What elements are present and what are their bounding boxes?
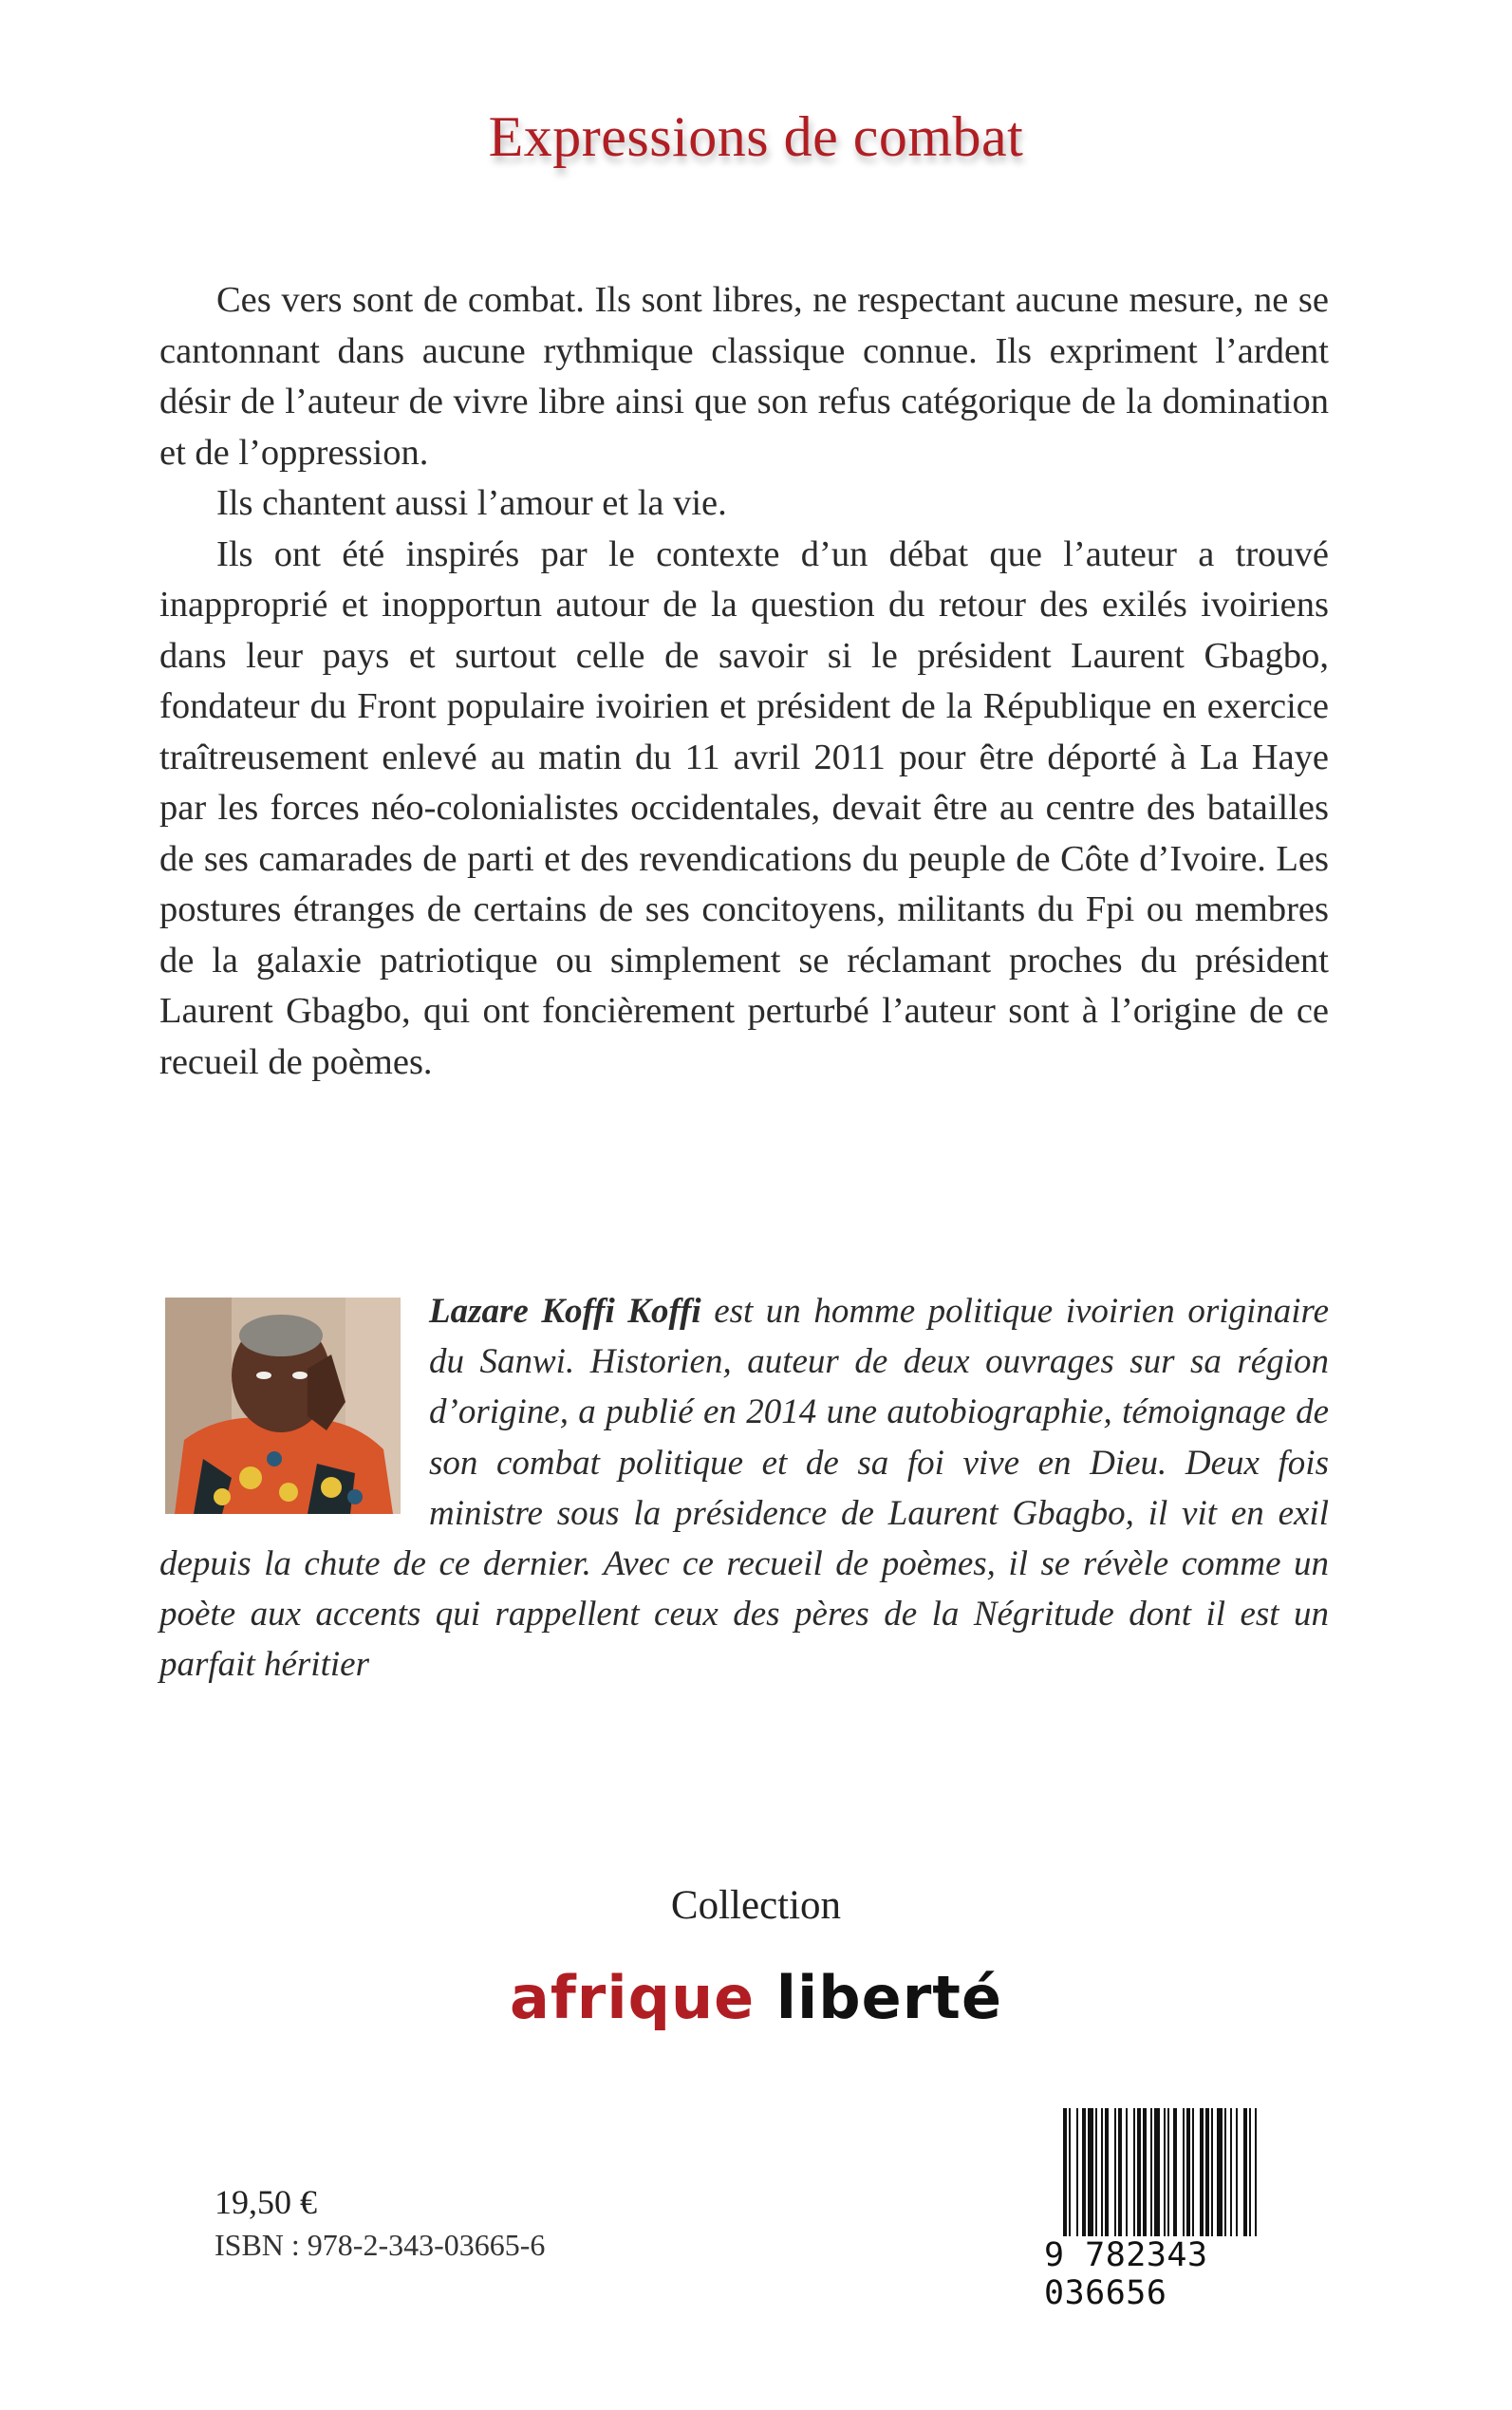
blurb-paragraph: Ils ont été inspirés par le contexte d’un débat que l’auteur a trouvé inapproprié et inopportun autour de la question du retour des exilés ivoiriens dans leur pays et surtout celle de savoir si le président Laurent Gbagbo, fondateur du Front populaire ivoirien et président de la République en exercice traîtreusement enlevé au matin du 11 avril 2011 pour être déporté à La Haye par les forces néo-colonialistes occidentales, devait être au centre des batailles de ses camarades de parti et des revendications du peuple de Côte d’Ivoire. Les postures étranges de certains de ses concitoyens, militants du Fpi ou membres de la galaxie patriotique ou simplement se réclamant proches du président Laurent Gbagbo, qui ont foncièrement perturbé l’auteur sont à l’origine de ce recueil de poèmes. bbox=[159, 533, 1329, 1082]
barcode-digits: 9 782343 036656 bbox=[1044, 2236, 1329, 2312]
price: 19,50 € bbox=[215, 2183, 317, 2221]
isbn: ISBN : 978-2-343-03665-6 bbox=[215, 2228, 546, 2262]
author-bio-text: est un homme politique ivoirien originaire du Sanwi. Historien, auteur de deux ouvrages sur sa région d’origine, a publié en 2014 une autobiographie, témoignage de son combat politique et de sa foi vive en Dieu. Deux fois ministre sous la présidence de Laurent Gbagbo, il vit en exil depuis la chute de ce dernier. Avec ce recueil de poèmes, il se révèle comme un poète aux accents qui rappellent ceux des pères de la Négritude dont il est un parfait héritier bbox=[159, 1292, 1330, 1685]
back-cover-blurb bbox=[159, 275, 1329, 1088]
collection-logo bbox=[0, 1963, 1512, 2032]
collection-label: Collection bbox=[670, 1883, 842, 1928]
blurb-paragraph: Ces vers sont de combat. Ils sont libres, ne respectant aucune mesure, ne se cantonnant dans aucune rythmique classique connue. Ils expriment l’ardent désir de l’auteur de vivre libre ainsi que son refus catégorique de la domination et de l’oppression. bbox=[159, 280, 1329, 473]
book-title: Expressions de combat bbox=[488, 105, 1024, 168]
author-name: Lazare Koffi Koffi bbox=[429, 1292, 701, 1331]
collection-logo-part1: afrique bbox=[509, 1963, 756, 2032]
collection-logo-part2: liberté bbox=[775, 1963, 1002, 2032]
blurb-paragraph: Ils chantent aussi l’amour et la vie. bbox=[216, 483, 727, 523]
author-portrait bbox=[165, 1298, 401, 1514]
author-bio bbox=[159, 1286, 1329, 1691]
